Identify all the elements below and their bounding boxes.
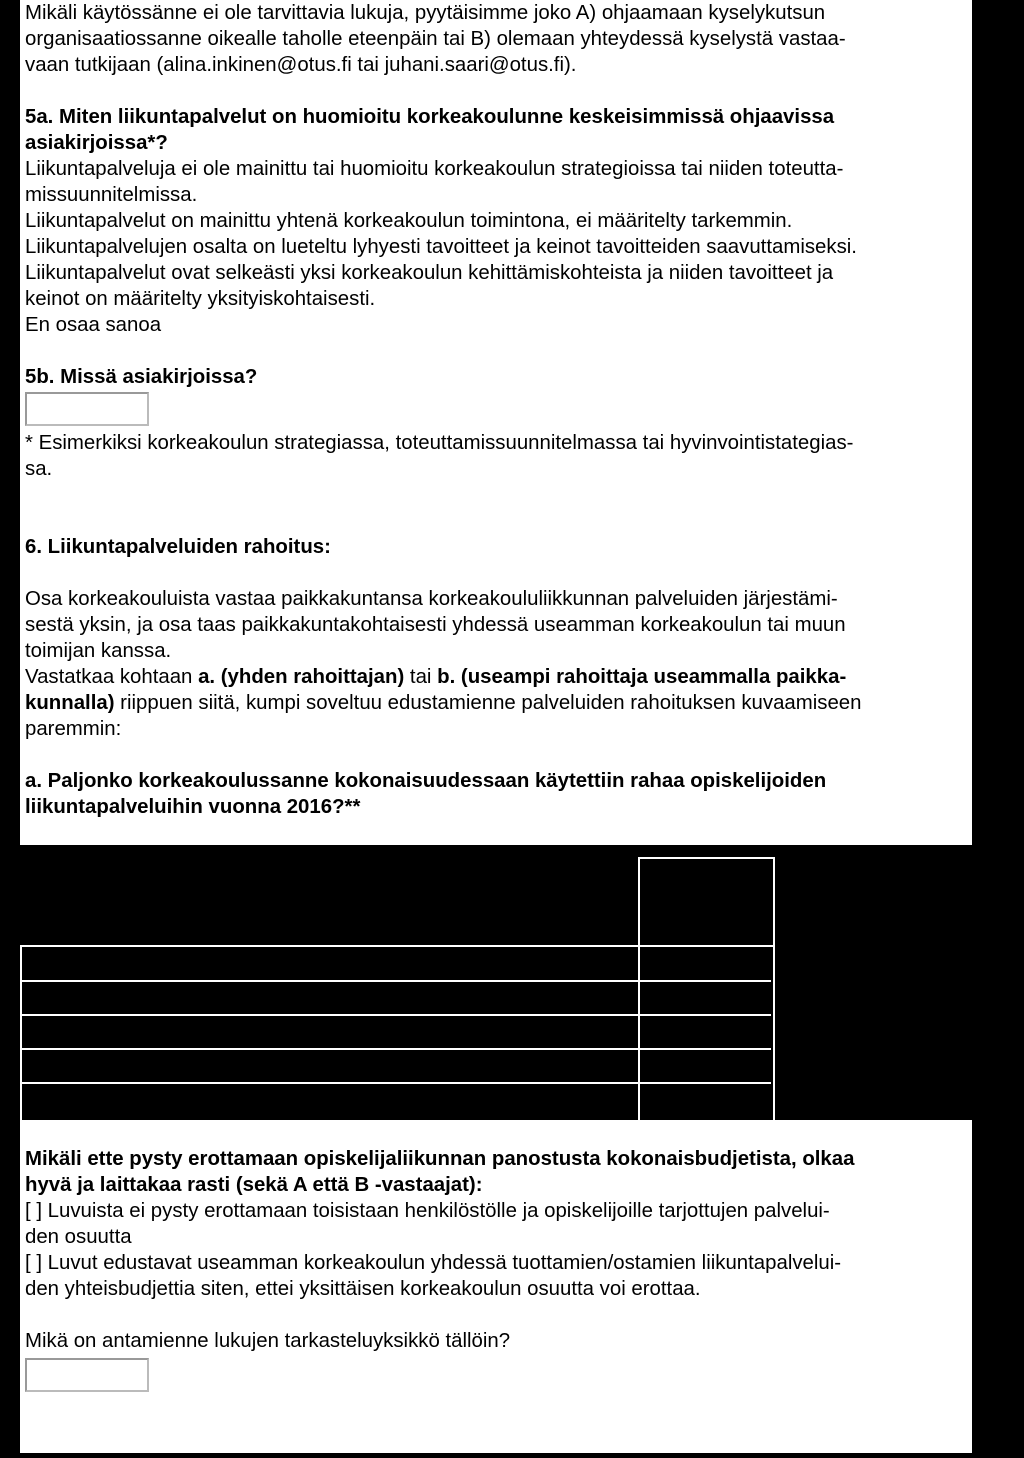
- note-checkbox-1-line-2: den osuutta: [25, 1226, 132, 1248]
- q6-option-b-label-1: b. (useampi rahoittaja useammalla paikka-: [437, 666, 847, 688]
- q6-paragraph-2: [25, 664, 967, 742]
- intro-line-3: vaan tutkijaan (alina.inkinen@otus.fi tai juhani.saari@otus.fi).: [25, 54, 577, 76]
- q6-paragraph-1-line-1: Osa korkeakouluista vastaa paikkakuntansa korkeakoululiikkunnan palveluiden järjestämi-: [25, 588, 838, 610]
- note-heading-line-1: Mikäli ette pysty erottamaan opiskelijaliikunnan panostusta kokonaisbudjetista, olkaa: [25, 1148, 855, 1170]
- q6-paragraph-2-prefix: Vastatkaa kohtaan: [25, 666, 199, 688]
- note-checkbox-2[interactable]: [25, 1250, 967, 1302]
- q5a-option-4-line-2: keinot on määritelty yksityiskohtaisesti.: [25, 288, 376, 310]
- table-row-divider: [20, 1048, 771, 1050]
- note-checkbox-1-line-1: [ ] Luvuista ei pysty erottamaan toisistaan henkilöstölle ja opiskelijoille tarjottujen palvelui-: [25, 1200, 830, 1222]
- note-question-text: Mikä on antamienne lukujen tarkasteluyksikkö tällöin?: [25, 1330, 511, 1352]
- q5b-footnote-line-2: sa.: [25, 458, 53, 480]
- question-5b-heading: [25, 364, 967, 390]
- q5b-footnote: [25, 430, 967, 482]
- q6-paragraph-1-line-3: toimijan kanssa.: [25, 640, 172, 662]
- q5a-option-3-label: Liikuntapalvelujen osalta on lueteltu lyhyesti tavoitteet ja keinot tavoitteiden saavuttamiseksi.: [25, 236, 857, 258]
- question-6a-heading-line-1: a. Paljonko korkeakoulussanne kokonaisuudessaan käytettiin rahaa opiskelijoiden: [25, 770, 827, 792]
- note-checkbox-2-line-1: [ ] Luvut edustavat useamman korkeakoulun yhdessä tuottamien/ostamien liikuntapalvelui-: [25, 1252, 842, 1274]
- note-heading: [25, 1146, 967, 1198]
- note-checkbox-1[interactable]: [25, 1198, 967, 1250]
- q6-paragraph-2-line-3: paremmin:: [25, 718, 122, 740]
- intro-line-1: Mikäli käytössänne ei ole tarvittavia lukuja, pyytäisimme joko A) ohjaamaan kyselykutsun: [25, 2, 826, 24]
- note-heading-line-2: hyvä ja laittakaa rasti (sekä A että B -vastaajat):: [25, 1174, 483, 1196]
- q5b-answer-input[interactable]: [25, 392, 149, 426]
- q6-option-b-label-2: kunnalla): [25, 692, 115, 714]
- question-6-heading-text: 6. Liikuntapalveluiden rahoitus:: [25, 536, 331, 558]
- q5a-option-2[interactable]: [25, 208, 967, 234]
- survey-page-top: [20, 0, 972, 845]
- question-6a-heading: [25, 768, 967, 820]
- q5a-option-2-label: Liikuntapalvelut on mainittu yhtenä korkeakoulun toimintona, ei määritelty tarkemmin.: [25, 210, 793, 232]
- q5a-option-5[interactable]: [25, 312, 967, 338]
- table-row-divider: [20, 1082, 771, 1084]
- question-6a-heading-line-2: liikuntapalveluihin vuonna 2016?**: [25, 796, 361, 818]
- q5b-footnote-line-1: * Esimerkiksi korkeakoulun strategiassa, toteuttamissuunnitelmassa tai hyvinvointistategias-: [25, 432, 854, 454]
- intro-line-2: organisaatiossanne oikealle taholle eteenpäin tai B) olemaan yhteydessä kyselystä vastaa-: [25, 28, 846, 50]
- q6-paragraph-2-mid: tai: [404, 666, 438, 688]
- q6-paragraph-1-line-2: sestä yksin, ja osa taas paikkakuntakohtaisesti yhdessä useamman korkeakoulun tai muun: [25, 614, 846, 636]
- q5a-option-1[interactable]: [25, 156, 967, 208]
- q5a-option-1-line-1: Liikuntapalveluja ei ole mainittu tai huomioitu korkeakoulun strategioissa tai niiden toteutta-: [25, 158, 844, 180]
- survey-page-bottom: [20, 1120, 972, 1453]
- q5a-option-4-line-1: Liikuntapalvelut ovat selkeästi yksi korkeakoulun kehittämiskohteista ja niiden tavoitteet ja: [25, 262, 834, 284]
- q5a-option-4[interactable]: [25, 260, 967, 312]
- q5a-option-1-line-2: missuunnitelmissa.: [25, 184, 198, 206]
- question-5a-heading: [25, 104, 967, 156]
- q6-paragraph-1: [25, 586, 967, 664]
- question-5a-heading-line-2: asiakirjoissa*?: [25, 132, 168, 154]
- question-6-heading: [25, 534, 967, 560]
- q5a-option-3[interactable]: [25, 234, 967, 260]
- table-rows-box: [20, 945, 773, 1120]
- question-5b-heading-text: 5b. Missä asiakirjoissa?: [25, 366, 258, 388]
- table-row-divider: [20, 1014, 771, 1016]
- intro-text: [25, 0, 967, 78]
- note-question: [25, 1328, 967, 1354]
- q6-option-a-label: a. (yhden rahoittajan): [198, 666, 405, 688]
- q6-paragraph-2-rest: riippuen siitä, kumpi soveltuu edustamienne palveluiden rahoituksen kuvaamiseen: [114, 692, 862, 714]
- note-checkbox-2-line-2: den yhteisbudjettia siten, ettei yksittäisen korkeakoulun osuutta voi erottaa.: [25, 1278, 701, 1300]
- note-answer-input[interactable]: [25, 1358, 149, 1392]
- table-row-divider: [20, 980, 771, 982]
- question-5a-heading-line-1: 5a. Miten liikuntapalvelut on huomioitu korkeakoulunne keskeisimmissä ohjaavissa: [25, 106, 835, 128]
- q5a-option-5-label: En osaa sanoa: [25, 314, 162, 336]
